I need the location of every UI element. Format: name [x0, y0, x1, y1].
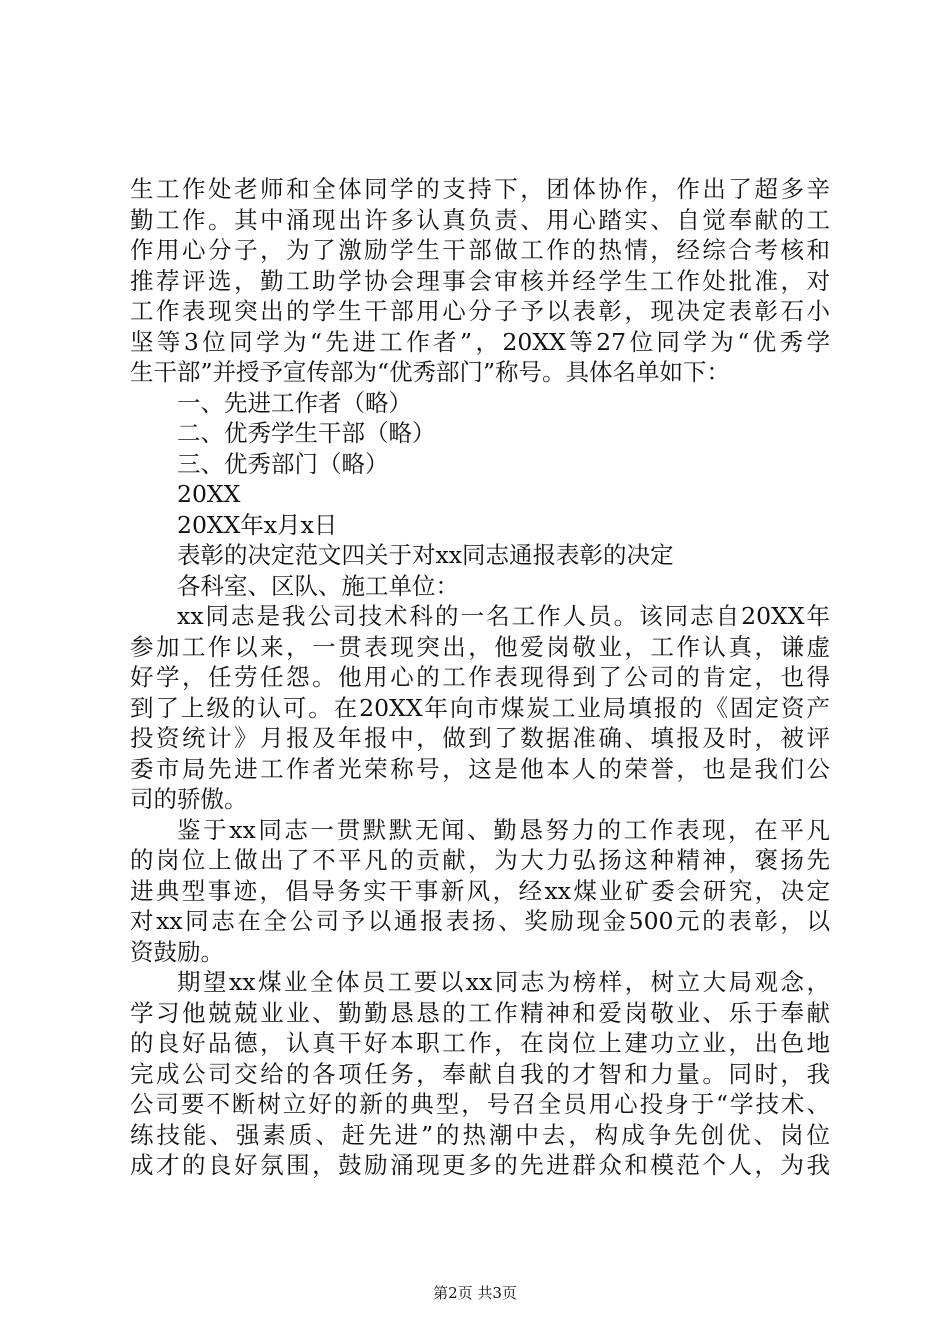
text-line: 成才的良好氛围，鼓励涌现更多的先进群众和模范个人，为我: [130, 1151, 830, 1179]
page-footer: 第2页 共3页: [433, 1284, 517, 1302]
text-line: 生工作处老师和全体同学的支持下，团体协作，作出了超多辛: [130, 175, 830, 203]
text-line: 鉴于xx同志一贯默默无闻、勤恳努力的工作表现，在平凡: [177, 815, 830, 844]
text-line: 20XX: [177, 480, 241, 508]
text-line: 资鼓励。: [130, 937, 224, 966]
text-line: 参加工作以来，一贯表现突出，他爱岗敬业，工作认真，谦虚: [130, 632, 830, 661]
text-line: 坚等3位同学为“先进工作者”，20XX等27位同学为“优秀学: [130, 327, 830, 356]
text-line: 的岗位上做出了不平凡的贡献，为大力弘扬这种精神，褒扬先: [130, 846, 830, 874]
text-line: 作用心分子，为了激励学生干部做工作的热情，经综合考核和: [130, 236, 830, 264]
text-line: 到了上级的认可。在20XX年向市煤炭工业局填报的《固定资产: [130, 693, 830, 722]
text-line: 表彰的决定范文四关于对xx同志通报表彰的决定: [177, 541, 674, 569]
text-line: 生干部”并授予宣传部为“优秀部门”称号。具体名单如下：: [130, 358, 731, 386]
text-line: 司的骄傲。: [130, 785, 248, 813]
text-line: 完成公司交给的各项任务，奉献自我的才智和力量。同时，我: [130, 1059, 830, 1088]
text-line: 三、优秀部门（略）: [177, 449, 389, 478]
text-line: 推荐评选，勤工助学协会理事会审核并经学生工作处批准，对: [130, 266, 830, 295]
text-line: 投资统计》月报及年报中，做到了数据准确、填报及时，被评: [130, 724, 830, 752]
text-line: 20XX年x月x日: [177, 510, 338, 539]
text-line: 对xx同志在全公司予以通报表扬、奖励现金500元的表彰，以: [130, 907, 830, 935]
document-body: [130, 174, 830, 1181]
text-line: 好学，任劳任怨。他用心的工作表现得到了公司的肯定，也得: [130, 663, 830, 691]
text-line: 学习他兢兢业业、勤勤恳恳的工作精神和爱岗敬业、乐于奉献: [130, 998, 830, 1027]
text-line: 一、先进工作者（略）: [177, 388, 412, 417]
text-line: 期望xx煤业全体员工要以xx同志为榜样，树立大局观念，: [177, 968, 830, 996]
text-line: xx同志是我公司技术科的一名工作人员。该同志自20XX年: [177, 602, 830, 630]
text-line: 各科室、区队、施工单位：: [177, 571, 459, 600]
text-line: 练技能、强素质、赶先进”的热潮中去，构成争先创优、岗位: [130, 1120, 830, 1149]
text-line: 二、优秀学生干部（略）: [177, 419, 436, 447]
text-line: 委市局先进工作者光荣称号，这是他本人的荣誉，也是我们公: [130, 754, 830, 783]
text-line: 工作表现突出的学生干部用心分子予以表彰，现决定表彰石小: [130, 297, 830, 325]
text-line: 公司要不断树立好的新的典型，号召全员用心投身于“学技术、: [130, 1090, 830, 1118]
text-line: 的良好品德，认真干好本职工作，在岗位上建功立业，出色地: [130, 1029, 830, 1057]
text-line: 勤工作。其中涌现出许多认真负责、用心踏实、自觉奉献的工: [130, 205, 830, 234]
text-line: 进典型事迹，倡导务实干事新风，经xx煤业矿委会研究，决定: [130, 876, 830, 905]
